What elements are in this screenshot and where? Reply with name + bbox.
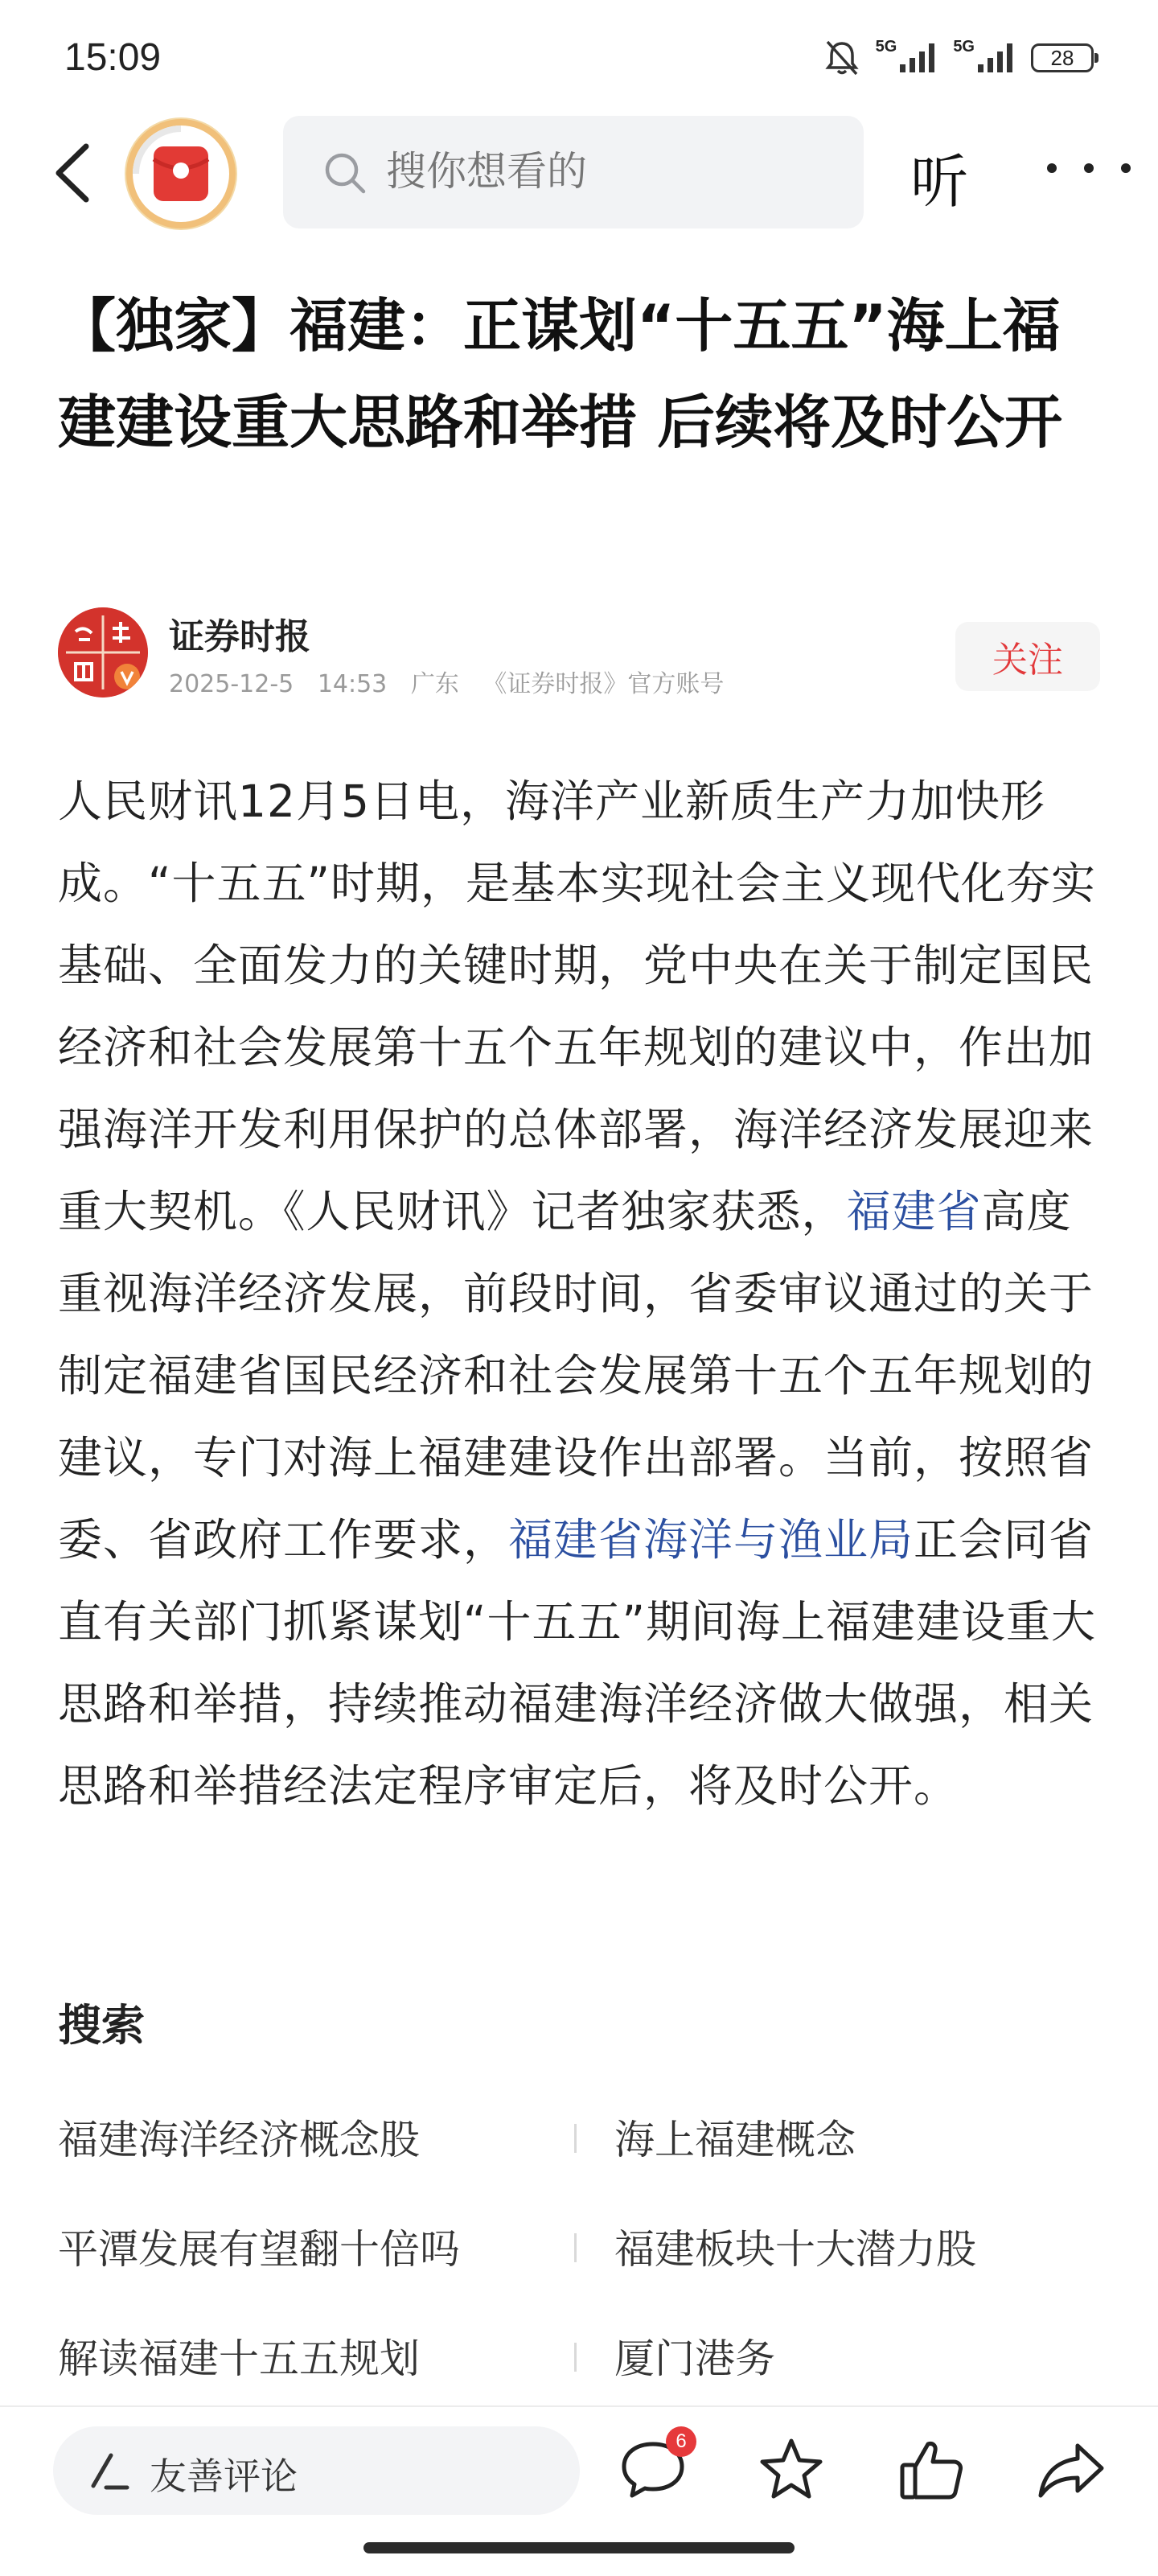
account-description: 《证券时报》官方账号 xyxy=(482,670,725,698)
comment-count-badge: 6 xyxy=(666,2426,696,2457)
home-indicator[interactable] xyxy=(363,2542,795,2553)
related-search-item[interactable]: 福建海洋经济概念股 xyxy=(58,2117,420,2163)
author-meta xyxy=(169,664,740,699)
signal-icon-2 xyxy=(976,42,1016,74)
entity-link-fujian-province[interactable]: 福建省 xyxy=(846,1186,982,1237)
battery-icon: 28 xyxy=(1031,43,1094,72)
related-search-item[interactable]: 解读福建十五五规划 xyxy=(58,2335,420,2382)
status-icons xyxy=(823,39,1094,77)
app-logo[interactable] xyxy=(125,117,237,230)
related-search-row xyxy=(58,2108,1103,2217)
related-search-list xyxy=(58,2108,1103,2436)
article-title: 【独家】福建：正谋划“十五五”海上福建建设重大思路和举措 后续将及时公开 xyxy=(58,292,1063,456)
network-label-1: 5G xyxy=(875,37,897,56)
comment-placeholder: 友善评论 xyxy=(150,2455,298,2498)
related-search-item[interactable]: 海上福建概念 xyxy=(614,2117,856,2163)
body-text-part-3: 正会同省直有关部门抓紧谋划“十五五”期间海上福建建设重大思路和举措，持续推动福建海洋经济做大做强，相关思路和举措经法定程序审定后，将及时公开。 xyxy=(58,1514,1096,1812)
author-row xyxy=(58,607,1103,704)
favorite-button[interactable] xyxy=(751,2430,832,2510)
related-search-row xyxy=(58,2217,1103,2327)
related-search-item[interactable]: 厦门港务 xyxy=(614,2335,775,2382)
publish-date: 2025-12-5 xyxy=(169,670,294,698)
back-arrow-icon[interactable] xyxy=(44,137,109,209)
listen-button[interactable]: 听 xyxy=(910,148,969,216)
entity-link-fujian-ocean-bureau[interactable]: 福建省海洋与渔业局 xyxy=(508,1514,914,1566)
more-options-icon[interactable] xyxy=(1037,148,1150,188)
publish-time: 14:53 xyxy=(317,670,388,698)
network-label-2: 5G xyxy=(953,37,975,56)
star-icon xyxy=(751,2430,832,2510)
publish-location: 广东 xyxy=(410,670,459,698)
author-name[interactable]: 证券时报 xyxy=(169,616,310,657)
publisher-logo-icon xyxy=(58,607,148,697)
red-envelope-icon xyxy=(125,117,237,230)
top-nav xyxy=(0,113,1158,233)
like-button[interactable] xyxy=(891,2430,971,2510)
follow-button[interactable]: 关注 xyxy=(955,622,1100,691)
comment-input[interactable] xyxy=(53,2426,580,2515)
related-search-title: 搜索 xyxy=(58,2000,145,2051)
search-bar[interactable] xyxy=(283,116,864,228)
thumbs-up-icon xyxy=(891,2430,971,2510)
article-body xyxy=(58,760,1103,1827)
signal-icon xyxy=(898,42,938,74)
body-text-part-2: 高度重视海洋经济发展，前段时间，省委审议通过的关于制定福建省国民经济和社会发展第十五个五年规划的建议，专门对海上福建建设作出部署。当前，按照省委、省政府工作要求， xyxy=(58,1186,1094,1566)
related-search-item[interactable]: 福建板块十大潜力股 xyxy=(614,2226,976,2273)
search-icon xyxy=(322,150,370,198)
related-search-item[interactable]: 平潭发展有望翻十倍吗 xyxy=(58,2226,460,2273)
comment-button[interactable] xyxy=(613,2430,693,2510)
body-text-part-1: 人民财讯12月5日电，海洋产业新质生产力加快形成。“十五五”时期，是基本实现社会主义现代化夯实基础、全面发力的关键时期，党中央在关于制定国民经济和社会发展第十五个五年规划的建议中，作出加强海洋开发利用保护的总体部署，海洋经济发展迎来重大契机。《人民财讯》记者独家获悉， xyxy=(58,776,1096,1237)
share-icon xyxy=(1031,2430,1111,2510)
share-button[interactable] xyxy=(1031,2430,1111,2510)
author-avatar[interactable] xyxy=(58,607,148,697)
pen-icon xyxy=(85,2450,133,2494)
search-input[interactable] xyxy=(386,148,836,195)
divider xyxy=(574,2124,577,2153)
status-bar xyxy=(0,0,1158,121)
status-time: 15:09 xyxy=(64,36,162,79)
divider xyxy=(574,2233,577,2262)
divider xyxy=(574,2343,577,2372)
mute-bell-icon xyxy=(823,39,861,77)
